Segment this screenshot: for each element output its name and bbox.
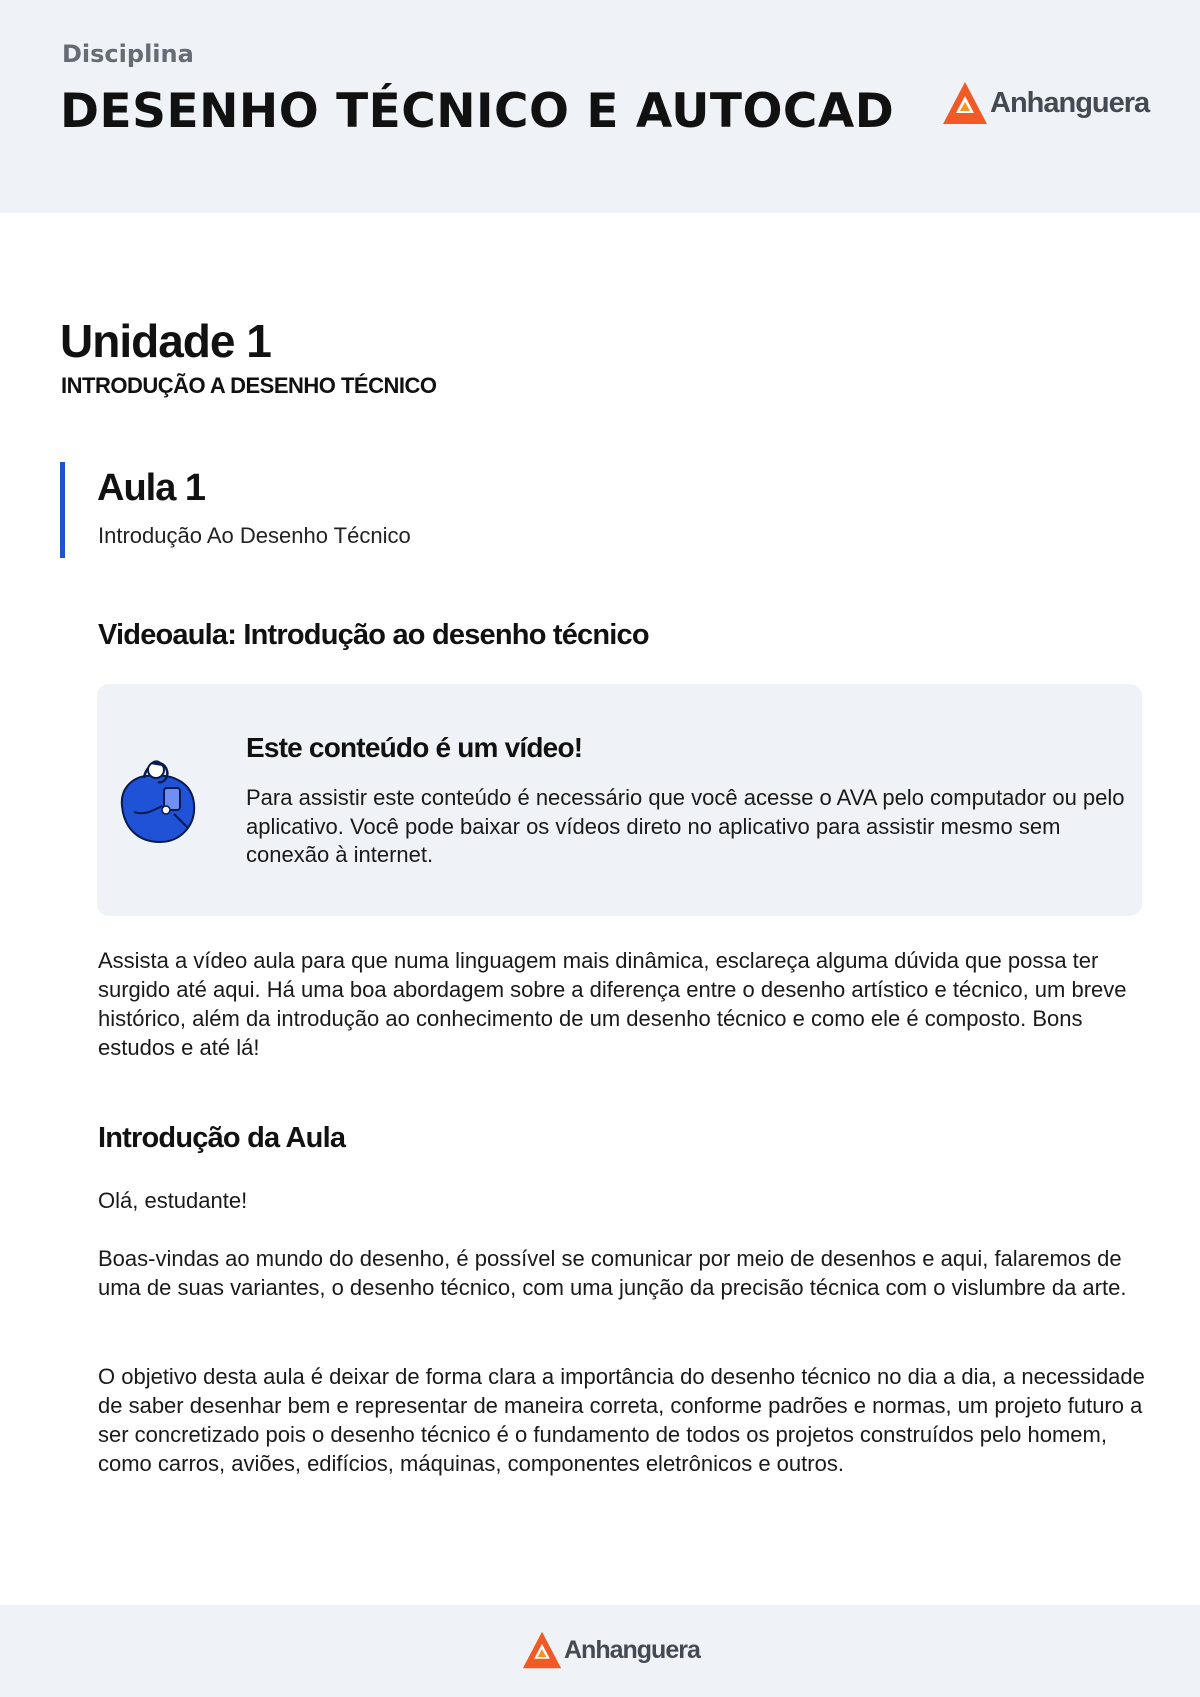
lesson-subtitle: Introdução Ao Desenho Técnico [98,523,411,548]
discipline-title: DESENHO TÉCNICO E AUTOCAD [60,84,895,139]
logo-text: Anhanguera [990,86,1150,119]
person-with-tablet-icon [114,754,206,846]
lesson-accent-bar [60,462,65,558]
intro-paragraph-1: Boas-vindas ao mundo do desenho, é possível se comunicar por meio de desenhos e aqui, falaremos de uma de suas variantes, o desenho técnico, com uma junção da precisão técnica com o vislumbre da arte. [98,1246,1127,1300]
video-notice-title: Este conteúdo é um vídeo! [246,732,583,763]
discipline-label: Disciplina [62,40,194,68]
lesson-title: Aula 1 [97,467,206,509]
anhanguera-logo [942,80,1149,126]
page-header [0,0,1200,213]
unit-subtitle: INTRODUÇÃO A DESENHO TÉCNICO [61,373,437,398]
video-description: Assista a vídeo aula para que numa linguagem mais dinâmica, esclareça alguma dúvida que possa ter surgido até aqui. Há uma boa abordagem sobre a diferença entre o desenho artístico e técnico, um breve histórico, além da introdução ao conhecimento de um desenho técnico e como ele é composto. Bons estudos e até lá! [98,948,1127,1060]
video-section-title: Videoaula: Introdução ao desenho técnico [98,619,649,651]
intro-section-title: Introdução da Aula [98,1122,346,1154]
intro-paragraph-2: O objetivo desta aula é deixar de forma clara a importância do desenho técnico no dia a dia, a necessidade de saber desenhar bem e representar de maneira correta, conforme padrões e normas, um projeto futuro a ser concretizado pois o desenho técnico é o fundamento de todos os projetos construídos pelo homem, como carros, aviões, edifícios, máquinas, componentes eletrônicos e outros. [98,1364,1145,1476]
footer-anhanguera-logo [522,1630,700,1670]
intro-greeting: Olá, estudante! [98,1188,248,1213]
logo-triangle-icon [942,80,988,126]
footer-logo-text: Anhanguera [564,1635,700,1664]
unit-title: Unidade 1 [60,315,271,367]
video-notice-text: Para assistir este conteúdo é necessário que você acesse o AVA pelo computador ou pelo aplicativo. Você pode baixar os vídeos direto no aplicativo para assistir mesmo sem conexão à internet. [246,785,1125,867]
footer-logo-triangle-icon [522,1630,562,1670]
video-notice-box [97,684,1142,916]
